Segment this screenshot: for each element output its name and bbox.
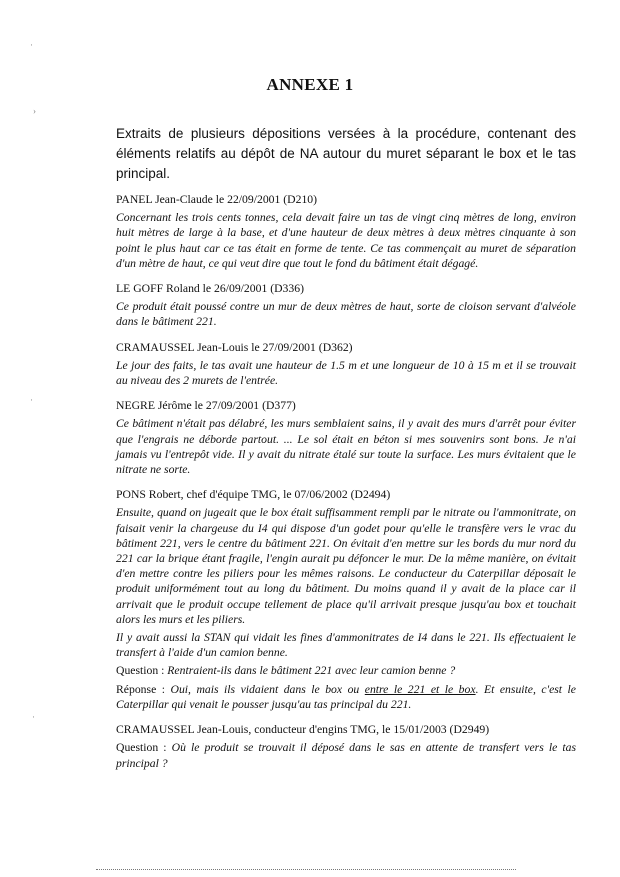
depositions-list xyxy=(116,192,576,781)
intro-paragraph: Extraits de plusieurs dépositions versées à la procédure, contenant des éléments relatifs au dépôt de NA autour du muret séparant le box et le tas principal. xyxy=(116,126,576,181)
deposition-quote: Concernant les trois cents tonnes, cela devait faire un tas de vingt cinq mètres de long, environ huit mètres de large à la base, et d'une hauteur de deux mètres à deux mètres cinquante à son point le plus haut car ce tas était en forme de tente. Ce tas commençait au muret de séparation d'un mètre de haut, ce qui veut dire que tout le fond du bâtiment était dégagé. xyxy=(116,211,576,270)
deposition-header: PONS Robert, chef d'équipe TMG, le 07/06/2002 (D2494) xyxy=(116,488,391,502)
deposition-entry xyxy=(116,398,576,477)
deposition-header: LE GOFF Roland le 26/09/2001 (D336) xyxy=(116,282,304,296)
scan-speck: · xyxy=(30,40,33,50)
answer-underlined-text: entre le 221 et le box xyxy=(364,682,476,696)
scan-speck: · xyxy=(30,395,33,405)
deposition-header: CRAMAUSSEL Jean-Louis, conducteur d'engins TMG, le 15/01/2003 (D2949) xyxy=(116,723,490,737)
deposition-quote: Ensuite, quand on jugeait que le box était suffisamment rempli par le nitrate ou l'ammonitrate, on faisait venir la chargeuse du I4 qui dispose d'un godet pour qu'elle le transfère vers le vrac du bâtiment 221, vers le centre du bâtiment 221. On évitait d'en mettre sur les bords du mur nord du 221 car la brique étant fragile, l'engin aurait pu défoncer le mur. De la même manière, on évitait d'en mettre contre les piliers pour les mêmes raisons. Le conducteur du Caterpillar déposait le produit uniformément tout au long du bâtiment. Du moins quand il y avait de la place car il arrivait que le produit occupe tellement de place qu'il arrivait presque jusqu'au box et touchait alors les murs et les piliers. xyxy=(116,506,576,626)
deposition-entry xyxy=(116,340,576,389)
scan-speck: › xyxy=(33,106,36,116)
question-line xyxy=(116,663,576,678)
deposition-quote: Ce bâtiment n'était pas délabré, les murs semblaient sains, il y avait des murs d'arrêt pour éviter que l'engrais ne déborde partout. ... Le sol était en béton si mes souvenirs sont bons. Je n'ai jamais vu l'entrepôt vide. Il y avait du nitrate étalé sur toute la surface. Les murs évitaient que le nitrate ne sorte. xyxy=(116,417,576,477)
deposition-quote: Ce produit était poussé contre un mur de deux mètres de haut, sorte de cloison servant d'alvéole dans le bâtiment 221. xyxy=(116,300,576,329)
deposition-entry xyxy=(116,192,576,271)
question-line xyxy=(116,740,576,770)
question-text: Rentraient-ils dans le bâtiment 221 avec leur camion benne ? xyxy=(167,664,456,678)
answer-text: Oui, mais ils vidaient dans le box ou xyxy=(170,682,360,696)
deposition-entry xyxy=(116,722,576,771)
answer-label: Réponse : xyxy=(116,682,165,696)
deposition-header: NEGRE Jérôme le 27/09/2001 (D377) xyxy=(116,399,296,413)
scan-speck: · xyxy=(32,712,35,722)
scan-bottom-edge xyxy=(96,869,516,871)
answer-line xyxy=(116,682,576,712)
deposition-quote: Le jour des faits, le tas avait une hauteur de 1.5 m et une longueur de 10 à 15 m et il se trouvait au niveau des 2 murets de l'entrée. xyxy=(116,358,576,388)
deposition-entry xyxy=(116,281,576,330)
page-title: ANNEXE 1 xyxy=(266,75,354,94)
deposition-header: CRAMAUSSEL Jean-Louis le 27/09/2001 (D362) xyxy=(116,340,353,354)
deposition-entry xyxy=(116,487,576,712)
deposition-header: PANEL Jean-Claude le 22/09/2001 (D210) xyxy=(116,193,318,206)
deposition-quote: Il y avait aussi la STAN qui vidait les fines d'ammonitrates de I4 dans le 221. Ils effectuaient le transfert à l'aide d'un camion benne. xyxy=(116,631,576,660)
answer-text-continued: . Et ensuite, c'est le Caterpillar qui venait le pousser jusqu'au tas principal du 221. xyxy=(116,682,576,711)
question-label: Question : xyxy=(116,741,167,755)
question-text: Où le produit se trouvait il déposé dans le sas en attente de transfert vers le tas principal ? xyxy=(116,741,577,770)
question-label: Question : xyxy=(116,664,165,678)
